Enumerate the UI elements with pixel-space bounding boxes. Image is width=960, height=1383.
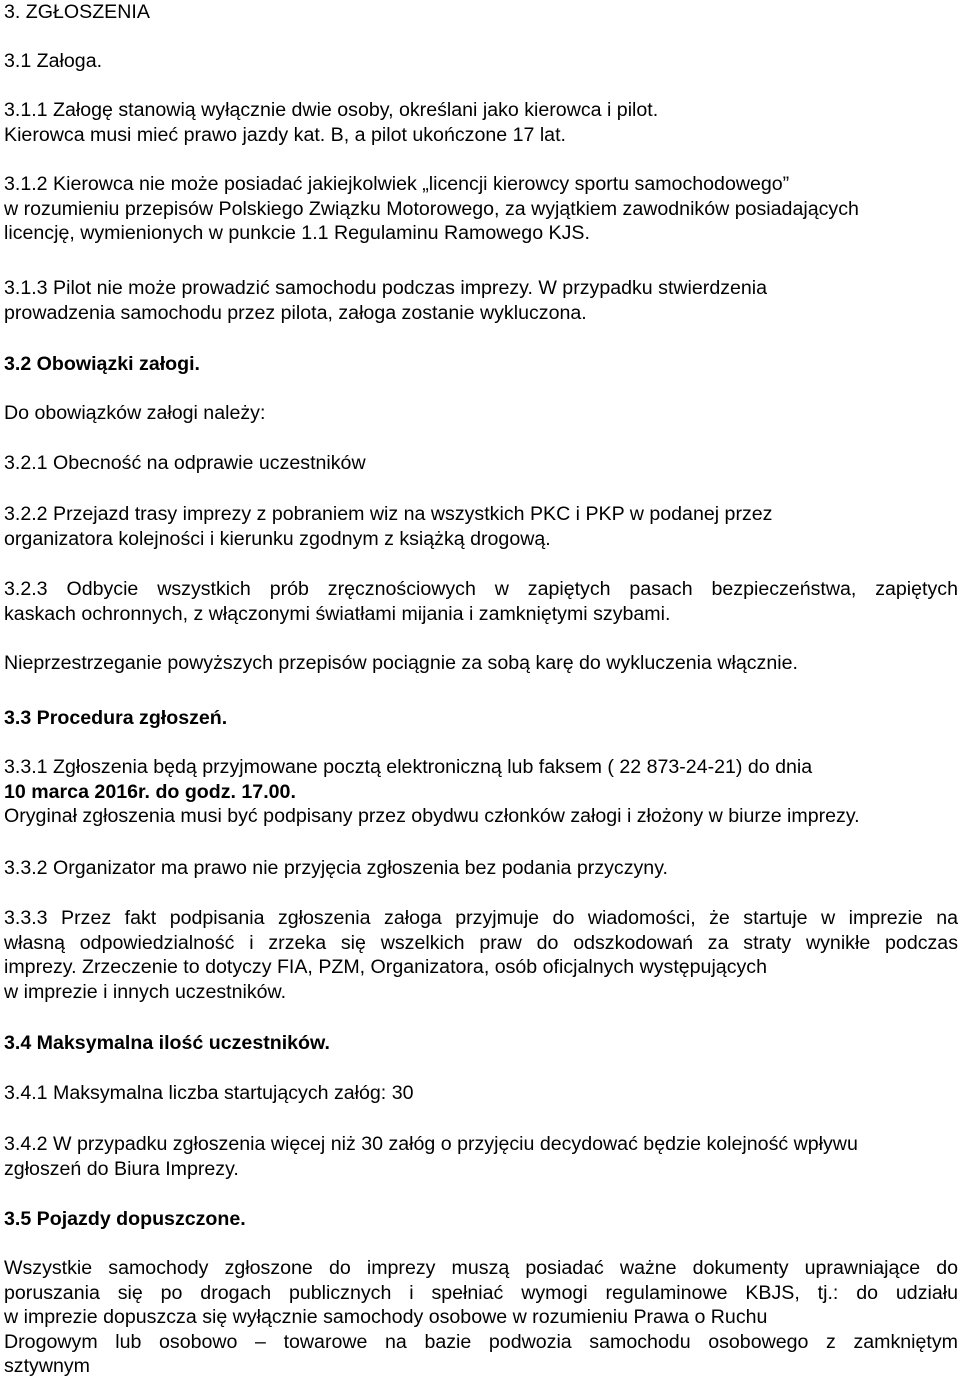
paragraph-line: 3.3.2 Organizator ma prawo nie przyjęcia zgłoszenia bez podania przyczyny. bbox=[4, 857, 668, 879]
paragraph-line: 3.3.1 Zgłoszenia będą przyjmowane pocztą elektroniczną lub faksem ( 22 873-24-21) do dnia bbox=[4, 756, 813, 778]
section-3-2-heading bbox=[4, 352, 958, 377]
paragraph-line: w imprezie i innych uczestników. bbox=[4, 980, 287, 1003]
paragraph-line: prowadzenia samochodu przez pilota, załoga zostanie wykluczona. bbox=[4, 301, 587, 324]
paragraph-line: w rozumieniu przepisów Polskiego Związku Motorowego, za wyjątkiem zawodników posiadających bbox=[4, 197, 859, 220]
paragraph-3-2-3 bbox=[4, 577, 958, 626]
paragraph-3-1-1 bbox=[4, 98, 958, 147]
section-3-heading bbox=[4, 0, 958, 25]
paragraph-line: 3.1.1 Załogę stanowią wyłącznie dwie osoby, określani jako kierowca i pilot. bbox=[4, 99, 659, 121]
section-3-3-title: 3.3 Procedura zgłoszeń. bbox=[4, 707, 228, 729]
paragraph-line: 3.4.1 Maksymalna liczba startujących załóg: 30 bbox=[4, 1082, 414, 1104]
section-3-4-title: 3.4 Maksymalna ilość uczestników. bbox=[4, 1032, 330, 1054]
paragraph-line: 3.3.3 Przez fakt podpisania zgłoszenia załoga przyjmuje do wiadomości, że startuje w imprezie na bbox=[4, 907, 958, 929]
paragraph-line: imprezy. Zrzeczenie to dotyczy FIA, PZM, Organizatora, osób oficjalnych występujących bbox=[4, 956, 767, 978]
paragraph-line: Drogowym lub osobowo – towarowe na bazie podwozia samochodu osobowego z zamkniętym bbox=[4, 1330, 958, 1353]
paragraph-3-2-1 bbox=[4, 451, 958, 476]
paragraph-line: 3.2.1 Obecność na odprawie uczestników bbox=[4, 452, 366, 474]
section-3-4-heading bbox=[4, 1031, 958, 1056]
paragraph-line: Kierowca musi mieć prawo jazdy kat. B, a pilot ukończone 17 lat. bbox=[4, 123, 566, 146]
paragraph-line: Wszystkie samochody zgłoszone do imprezy muszą posiadać ważne dokumenty uprawniające do bbox=[4, 1257, 958, 1279]
paragraph-3-3-1 bbox=[4, 755, 958, 829]
paragraph-line: 3.1.3 Pilot nie może prowadzić samochodu podczas imprezy. W przypadku stwierdzenia bbox=[4, 277, 768, 299]
paragraph-line: własną odpowiedzialność i zrzeka się wszelkich praw do odszkodowań za straty wynikłe podczas bbox=[4, 931, 958, 954]
paragraph-3-3-2 bbox=[4, 856, 958, 881]
paragraph-line: Oryginał zgłoszenia musi być podpisany przez obydwu członków załogi i złożony w biurze imprezy. bbox=[4, 805, 860, 827]
penalty-note bbox=[4, 651, 958, 676]
section-3-2-intro bbox=[4, 401, 958, 426]
paragraph-3-3-3 bbox=[4, 906, 958, 1004]
paragraph-line: licencję, wymienionych w punkcie 1.1 Regulaminu Ramowego KJS. bbox=[4, 222, 590, 244]
section-3-1-title: 3.1 Załoga. bbox=[4, 50, 103, 72]
paragraph-line: poruszania się po drogach publicznych i spełniać wymogi regulaminowe KBJS, tj.: do udziału bbox=[4, 1281, 958, 1304]
paragraph-line: organizatora kolejności i kierunku zgodnym z książką drogową. bbox=[4, 527, 551, 550]
section-3-1-heading bbox=[4, 49, 958, 74]
paragraph-line: w imprezie dopuszcza się wyłącznie samochody osobowe w rozumieniu Prawa o Ruchu bbox=[4, 1306, 768, 1328]
section-3-2-title: 3.2 Obowiązki załogi. bbox=[4, 353, 200, 375]
paragraph-line: 3.2.3 Odbycie wszystkich prób zręcznościowych w zapiętych pasach bezpieczeństwa, zapiętych bbox=[4, 578, 958, 600]
deadline-text: 10 marca 2016r. do godz. 17.00. bbox=[4, 780, 296, 803]
paragraph-3-1-2 bbox=[4, 172, 958, 246]
section-3-3-heading bbox=[4, 706, 958, 731]
paragraph-3-4-2 bbox=[4, 1132, 958, 1181]
paragraph-line: 3.2.2 Przejazd trasy imprezy z pobraniem wiz na wszystkich PKC i PKP w podanej przez bbox=[4, 503, 773, 525]
paragraph-3-4-1 bbox=[4, 1081, 958, 1106]
paragraph-3-5 bbox=[4, 1256, 958, 1379]
paragraph-3-1-3 bbox=[4, 276, 958, 325]
paragraph-line: kaskach ochronnych, z włączonymi światłami mijania i zamkniętymi szybami. bbox=[4, 602, 671, 625]
paragraph-3-2-2 bbox=[4, 502, 958, 551]
paragraph-line: Nieprzestrzeganie powyższych przepisów pociągnie za sobą karę do wykluczenia włącznie. bbox=[4, 652, 798, 674]
paragraph-line: zgłoszeń do Biura Imprezy. bbox=[4, 1157, 239, 1180]
paragraph-line: 3.1.2 Kierowca nie może posiadać jakiejkolwiek „licencji kierowcy sportu samochodowego” bbox=[4, 173, 790, 195]
section-3-5-title: 3.5 Pojazdy dopuszczone. bbox=[4, 1208, 246, 1230]
paragraph-line: sztywnym bbox=[4, 1355, 91, 1377]
paragraph-line: 3.4.2 W przypadku zgłoszenia więcej niż 30 załóg o przyjęciu decydować będzie kolejność wpływu bbox=[4, 1133, 858, 1155]
section-3-title: 3. ZGŁOSZENIA bbox=[4, 1, 150, 23]
paragraph-line: Do obowiązków załogi należy: bbox=[4, 402, 266, 424]
section-3-5-heading bbox=[4, 1207, 958, 1232]
